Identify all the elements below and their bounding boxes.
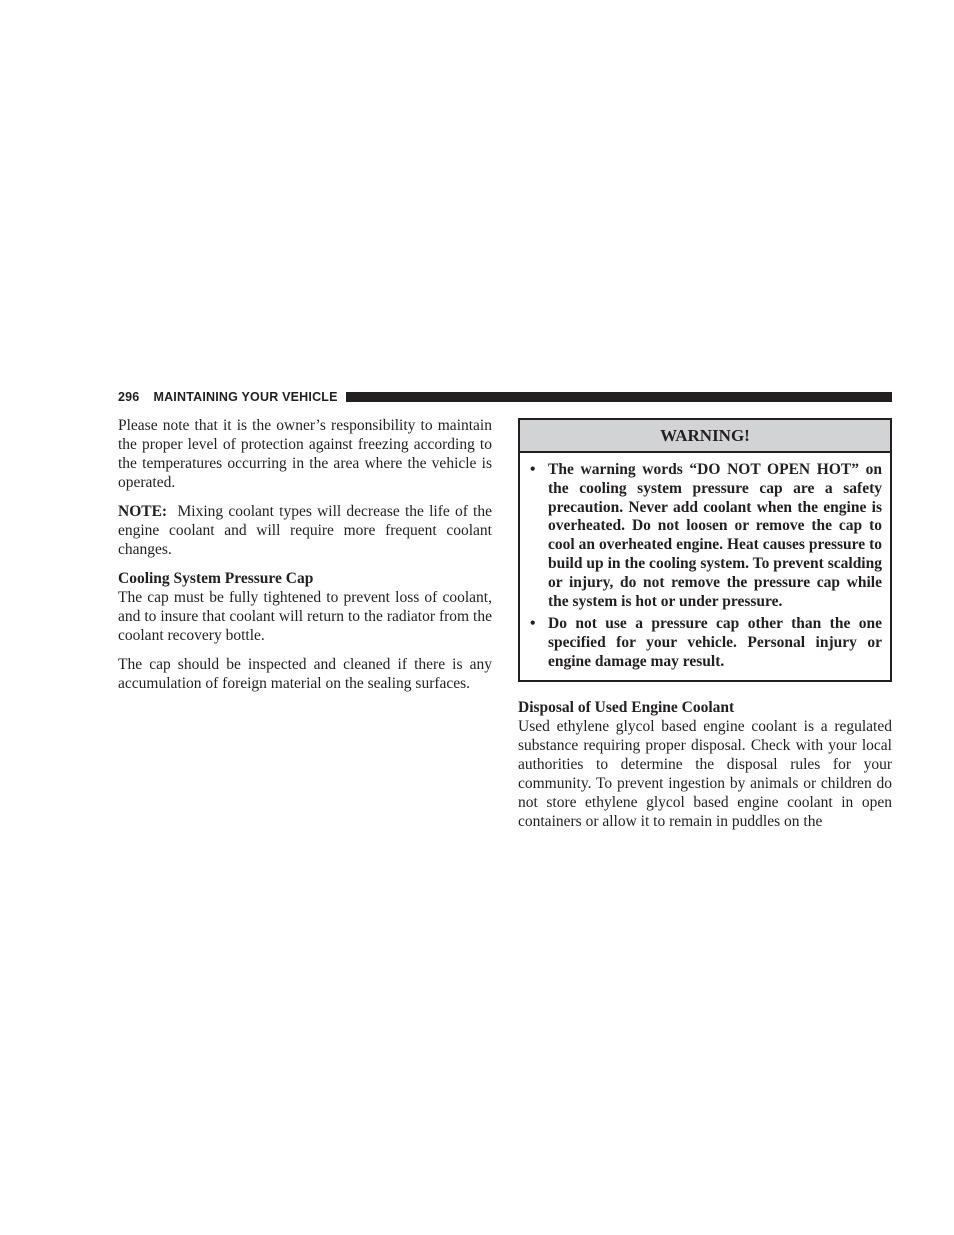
bullet-icon: • (530, 615, 536, 633)
disposal-heading: Disposal of Used Engine Coolant (518, 698, 735, 716)
pressure-cap-paragraph-2: The cap should be inspected and cleaned if there is any accumulation of foreign material on the sealing surfaces. (118, 656, 492, 692)
warning-item (528, 461, 882, 611)
pressure-cap-heading: Cooling System Pressure Cap (118, 570, 314, 587)
warning-item-text: The warning words “DO NOT OPEN HOT” on the cooling system pressure cap are a safety precaution. Never add coolant when the engine is overheated. Do not loosen or remove the cap to cool an overheated engine. Heat causes pressure to build up in the cooling system. To prevent scalding or injury, do not remove the pressure cap while the system is hot or under pressure. (548, 461, 882, 610)
note-paragraph (118, 502, 492, 559)
note-text: Mixing coolant types will decrease the life of the engine coolant and will require more frequent coolant changes. (118, 503, 492, 558)
warning-item (528, 615, 882, 671)
disposal-section (518, 698, 892, 831)
right-column (518, 416, 892, 841)
section-title: MAINTAINING YOUR VEHICLE (153, 390, 338, 404)
bullet-icon: • (530, 461, 536, 478)
disposal-paragraph: Used ethylene glycol based engine coolant is a regulated substance requiring proper disposal. Check with your local authorities to determine the disposal rules for your community. To prevent ingestion by animals or children do not store ethylene glycol based engine coolant in open containers or allow it to remain in puddles on the (518, 717, 892, 830)
warning-box (518, 418, 892, 682)
page-header (118, 389, 892, 405)
owner-responsibility-paragraph: Please note that it is the owner’s responsibility to maintain the proper level of protection against freezing according to the temperatures occurring in the area where the vehicle is operated. (118, 417, 492, 491)
warning-list (520, 453, 890, 680)
pressure-cap-paragraph-1: The cap must be fully tightened to prevent loss of coolant, and to insure that coolant will return to the radiator from the coolant recovery bottle. (118, 589, 492, 644)
header-rule (346, 392, 892, 402)
warning-title: WARNING! (520, 420, 890, 453)
note-label: NOTE: (118, 503, 168, 520)
warning-item-text: Do not use a pressure cap other than the one specified for your vehicle. Personal injury or engine damage may result. (548, 615, 882, 670)
left-column (118, 416, 492, 703)
page-number: 296 (118, 390, 140, 404)
